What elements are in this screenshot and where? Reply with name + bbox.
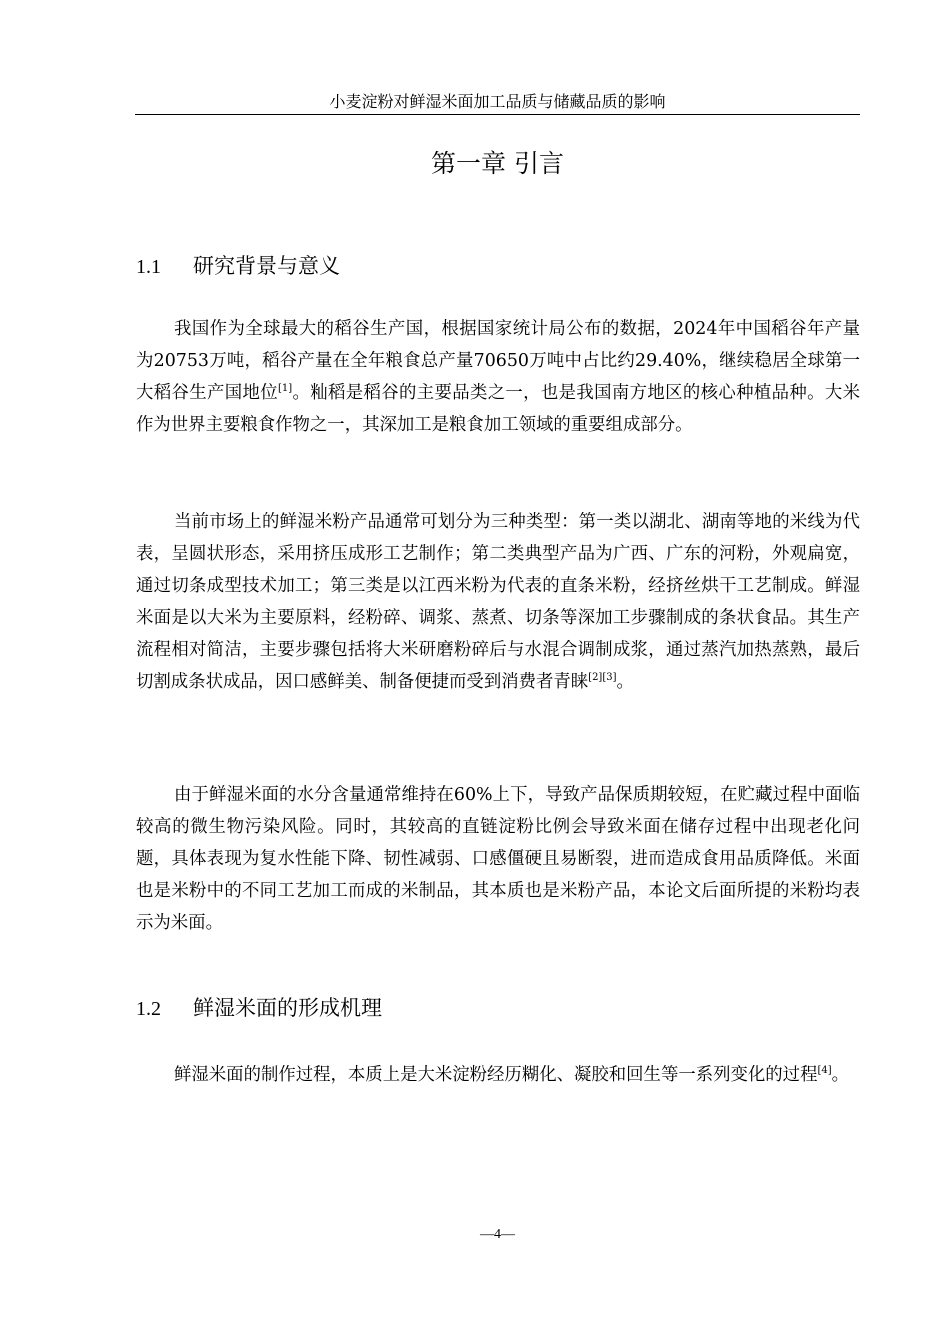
page-number: —4— [480,1227,515,1242]
paragraph-text: 。籼稻是稻谷的主要品类之一，也是我国南方地区的核心种植品种。大米作为世界主要粮食作物之一，其深加工是粮食加工领域的重要组成部分。 [136,383,860,436]
paragraph [136,779,860,939]
paragraph-text: 由于鲜湿米面的水分含量通常维持在60%上下，导致产品保质期较短，在贮藏过程中面临较高的微生物污染风险。同时，其较高的直链淀粉比例会导致米面在储存过程中出现老化问题，具体表现为复水性能下降、韧性减弱、口感僵硬且易断裂，进而造成食用品质降低。米面也是米粉中的不同工艺加工而成的米制品，其本质也是米粉产品，本论文后面所提的米粉均表示为米面。 [136,785,860,934]
paragraph [136,313,860,441]
paragraph-text: 。 [831,1065,850,1085]
section-heading-1-2 [136,994,382,1023]
running-header: 小麦淀粉对鲜湿米面加工品质与储藏品质的影响 [329,92,666,111]
paragraph-text: 。 [616,672,634,693]
header-rule [135,114,860,115]
section-number: 1.2 [136,998,161,1020]
paragraph [136,506,860,699]
paragraph-text: 我国作为全球最大的稻谷生产国，根据国家统计局公布的数据，2024年中国稻谷年产量为20753万吨，稻谷产量在全年粮食总产量70650万吨中占比约29.40%，继续稳居全球第一大稻谷生产国地位 [136,319,860,404]
section-heading-1-1 [136,252,340,281]
paragraph [136,1059,860,1091]
citation-ref: [2][3] [588,672,617,684]
section-number: 1.1 [136,256,161,278]
paragraph-text: 鲜湿米面的制作过程，本质上是大米淀粉经历糊化、凝胶和回生等一系列变化的过程 [174,1065,818,1085]
citation-ref: [4] [817,1065,832,1076]
section-title: 研究背景与意义 [193,254,340,278]
section-title: 鲜湿米面的形成机理 [193,996,382,1020]
paragraph-text: 当前市场上的鲜湿米粉产品通常可划分为三种类型：第一类以湖北、湖南等地的米线为代表，呈圆状形态，采用挤压成形工艺制作；第二类典型产品为广西、广东的河粉，外观扁宽，通过切条成型技术加工；第三类是以江西米粉为代表的直条米粉，经挤丝烘干工艺制成。鲜湿米面是以大米为主要原料，经粉碎、调浆、蒸煮、切条等深加工步骤制成的条状食品。其生产流程相对简洁，主要步骤包括将大米研磨粉碎后与水混合调制成浆，通过蒸汽加热蒸熟，最后切割成条状成品，因口感鲜美、制备便捷而受到消费者青睐 [136,512,860,693]
chapter-title: 第一章 引言 [431,149,564,178]
citation-ref: [1] [277,383,293,395]
